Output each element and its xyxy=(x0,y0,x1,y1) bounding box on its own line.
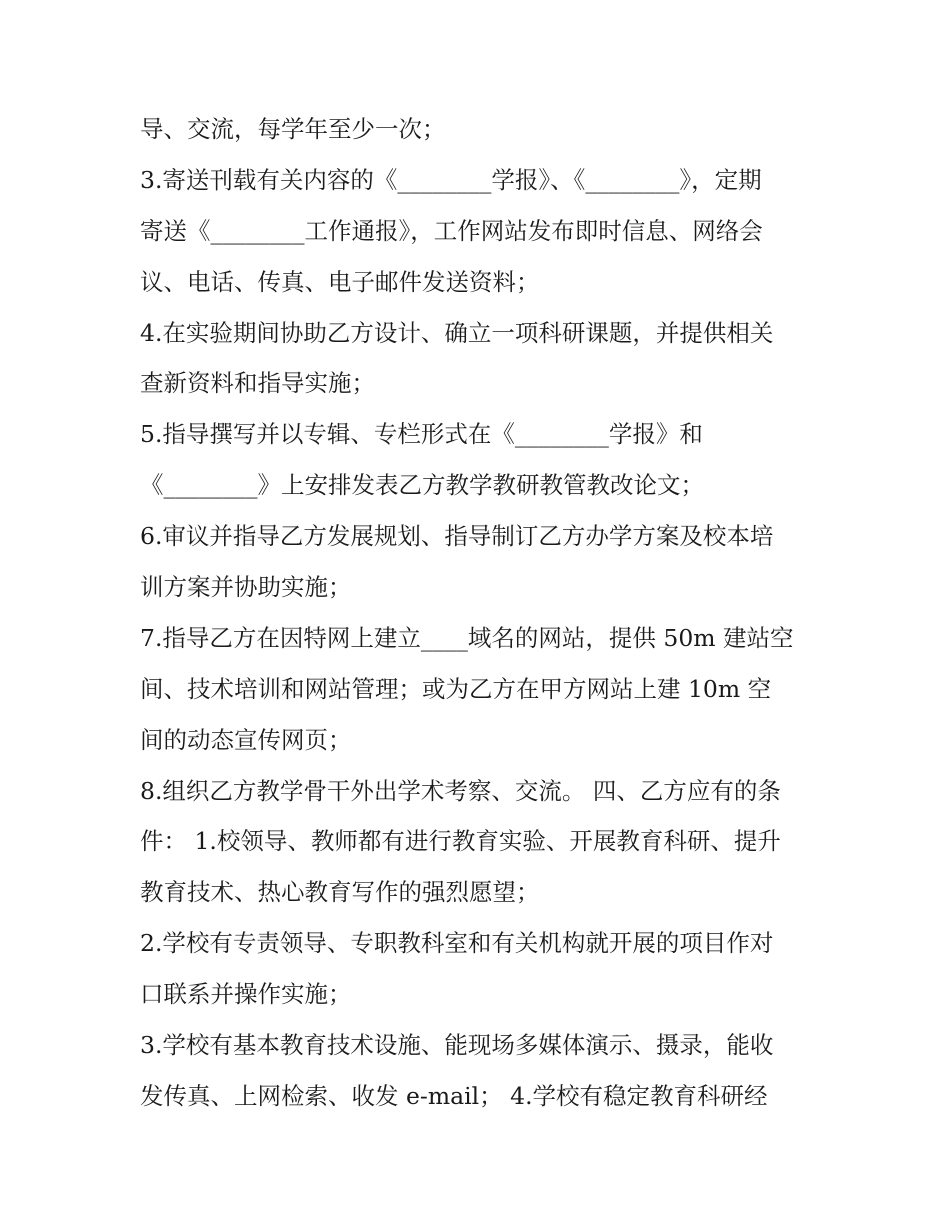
text-line: 件： 1.校领导、教师都有进行教育实验、开展教育科研、提升 xyxy=(140,827,781,856)
text-line: 间、技术培训和网站管理；或为乙方在甲方网站上建 10m 空 xyxy=(140,674,772,703)
text-line: 4.在实验期间协助乙方设计、确立一项科研课题，并提供相关 xyxy=(140,318,774,347)
text-line: 7.指导乙方在因特网上建立____域名的网站，提供 50m 建站空 xyxy=(140,623,794,652)
text-line: 口联系并操作实施； xyxy=(140,980,352,1009)
text-line: 训方案并协助实施； xyxy=(140,573,352,602)
text-line: 查新资料和指导实施； xyxy=(140,369,375,398)
text-line: 教育技术、热心教育写作的强烈愿望； xyxy=(140,878,540,907)
text-line: 3.寄送刊载有关内容的《________学报》、《________》，定期 xyxy=(140,165,762,194)
text-line: 《________》上安排发表乙方教学教研教管教改论文； xyxy=(140,471,704,500)
text-line: 议、电话、传真、电子邮件发送资料； xyxy=(140,267,540,296)
text-line: 2.学校有专责领导、专职教科室和有关机构就开展的项目作对 xyxy=(140,929,774,958)
text-line: 寄送《________工作通报》，工作网站发布即时信息、网络会 xyxy=(140,216,763,245)
document-body xyxy=(140,104,830,1122)
text-line: 发传真、上网检索、收发 e-mail； 4.学校有稳定教育科研经 xyxy=(140,1081,768,1110)
text-line: 间的动态宣传网页； xyxy=(140,725,352,754)
text-line: 导、交流，每学年至少一次； xyxy=(140,115,446,143)
text-line: 5.指导撰写并以专辑、专栏形式在《________学报》和 xyxy=(140,420,703,449)
text-line: 8.组织乙方教学骨干外出学术考察、交流。 四、乙方应有的条 xyxy=(140,776,781,805)
text-line: 6.审议并指导乙方发展规划、指导制订乙方办学方案及校本培 xyxy=(140,522,774,551)
text-line: 3.学校有基本教育技术设施、能现场多媒体演示、摄录，能收 xyxy=(140,1031,774,1060)
